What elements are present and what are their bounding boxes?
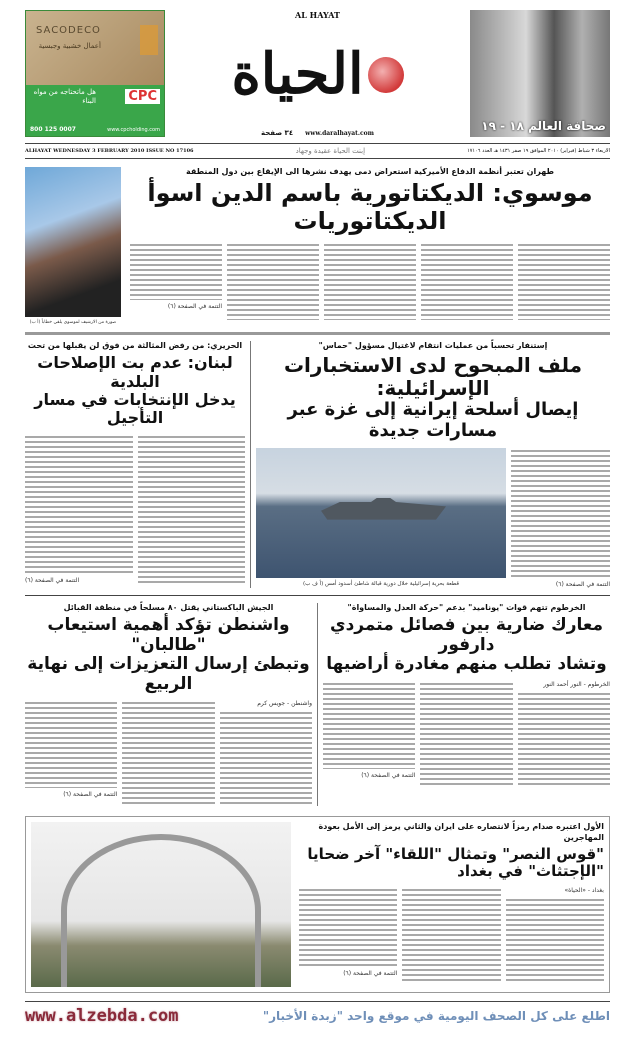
section-divider bbox=[25, 332, 610, 335]
baghdad-kicker: الأول اعتبره صدام رمزاً لانتصاره على ايران والثاني يرمز إلى الأمل بعودة المهاجرين bbox=[318, 822, 604, 842]
promo-photo[interactable] bbox=[470, 10, 610, 137]
continued-link[interactable]: التتمة في الصفحة (٦) bbox=[361, 771, 416, 779]
body-text bbox=[323, 681, 415, 769]
baghdad-headline: "قوس النصر" وتمثال "اللقاء" آخر ضحايا "الإجتثاث" في بغداد bbox=[307, 845, 604, 881]
darfur-kicker: الخرطوم تتهم قوات "يوناميد" بدعم "حركة العدل والمساواة" bbox=[347, 602, 586, 612]
body-text bbox=[299, 887, 397, 967]
ad-phone: 800 125 0007 bbox=[30, 126, 76, 133]
pakistan-kicker: الجيش الباكستاني يقتل ٨٠ مسلحاً في منطقة القبائل bbox=[63, 602, 274, 612]
ad-url: www.cpcholding.com bbox=[107, 127, 160, 133]
darfur-byline: الخرطوم - النور أحمد النور bbox=[543, 680, 610, 688]
divider bbox=[25, 1001, 610, 1002]
body-text bbox=[227, 242, 319, 320]
moussavi-photo[interactable] bbox=[25, 167, 121, 317]
dateline bbox=[25, 144, 610, 158]
logo-latin: AL HAYAT bbox=[295, 10, 340, 20]
israel-headline-2: إيصال أسلحة إيرانية إلى غزة عبر مسارات جديدة bbox=[287, 399, 579, 441]
promo-caption: صحافة العالم ١٨ - ١٩ bbox=[481, 119, 606, 133]
iran-story bbox=[25, 167, 610, 326]
body-text bbox=[506, 897, 604, 982]
logo-arabic: الحياة bbox=[231, 40, 364, 107]
continued-link[interactable]: التتمة في الصفحة (٦) bbox=[555, 580, 610, 588]
globe-icon bbox=[368, 57, 404, 93]
warship-photo[interactable] bbox=[256, 448, 506, 578]
pakistan-headline-1: واشنطن تؤكد أهمية استيعاب "طالبان" bbox=[47, 615, 290, 655]
divider bbox=[25, 158, 610, 159]
pakistan-headline-2: وتبطئ إرسال التعزيزات إلى نهاية الربيع bbox=[27, 654, 310, 694]
body-text bbox=[220, 710, 312, 806]
body-text bbox=[122, 700, 214, 806]
body-text bbox=[518, 691, 610, 787]
website-link[interactable]: www.daralhayat.com bbox=[305, 130, 374, 137]
iran-kicker: طهران تعتبر أنظمة الدفاع الأميركية استعراض دمى يهدف نشرها الى الإيقاع بين دول المنطقة bbox=[185, 167, 555, 176]
body-text bbox=[421, 242, 513, 320]
pakistan-byline: واشنطن - جويس كرم bbox=[257, 700, 312, 708]
victory-arch-photo[interactable] bbox=[31, 822, 291, 987]
advertisement[interactable] bbox=[25, 10, 165, 137]
dateline-motto: إبنت الحياة عقيدة وجهاد bbox=[295, 147, 366, 155]
pakistan-story bbox=[25, 603, 312, 807]
ship-shape bbox=[321, 498, 446, 520]
column-divider bbox=[317, 603, 318, 807]
ad-logo-icon bbox=[140, 25, 158, 55]
body-text bbox=[130, 242, 222, 300]
lebanon-headline-2: يدخل الإنتخابات في مسار التأجيل bbox=[34, 390, 236, 428]
column-divider bbox=[250, 341, 251, 588]
ad-question: هل ماتحتاجه من مواه البناء bbox=[33, 88, 96, 105]
dateline-arabic: الاربعاء ٣ شباط (فبراير) ٢٠١٠ الموافق ١٩ صفر ١٤٣١ هـ العدد ١٧١٠٦ bbox=[467, 148, 610, 154]
lebanon-kicker: الحريري: من رفض المثالثة من فوق لن يقبلها من تحت bbox=[27, 340, 243, 350]
iran-headline: موسوي: الديكتاتورية باسم الدين اسوأ الديكتاتوريات bbox=[147, 179, 593, 235]
lebanon-story bbox=[25, 341, 245, 588]
continued-link[interactable]: التتمة في الصفحة (٦) bbox=[63, 791, 118, 799]
alzebda-url[interactable]: www.alzebda.com bbox=[25, 1006, 179, 1027]
body-text bbox=[518, 242, 610, 320]
israel-kicker: إستنفار تحسباً من عمليات انتقام لاغتيال مسؤول "حماس" bbox=[318, 340, 548, 350]
lebanon-headline-1: لبنان: عدم بت الإصلاحات البلدية bbox=[37, 353, 233, 391]
body-text bbox=[511, 448, 610, 578]
footer-banner bbox=[25, 1006, 610, 1026]
body-text bbox=[402, 887, 500, 982]
body-text bbox=[138, 434, 246, 586]
photo-caption: قطعة بحرية إسرائيلية خلال دورية قبالة شاطئ أسدود أمس (أ ف ب) bbox=[303, 580, 459, 587]
israel-story bbox=[256, 341, 610, 588]
body-text bbox=[25, 434, 133, 574]
darfur-story bbox=[323, 603, 610, 807]
body-text bbox=[324, 242, 416, 320]
darfur-headline-2: وتشاد تطلب منهم مغادرة أراضيها bbox=[326, 654, 607, 675]
baghdad-feature-box bbox=[25, 816, 610, 993]
page-count: ٣٤ صفحة bbox=[261, 129, 294, 137]
dateline-english: ALHAYAT WEDNESDAY 3 FEBRUARY 2010 ISSUE NO 17106 bbox=[25, 148, 194, 154]
body-text bbox=[25, 700, 117, 788]
continued-link[interactable]: التتمة في الصفحة (٦) bbox=[167, 302, 222, 310]
divider bbox=[25, 595, 610, 596]
israel-headline-1: ملف المبحوح لدى الاستخبارات الإسرائيلية: bbox=[283, 353, 583, 401]
body-text bbox=[420, 681, 512, 787]
masthead bbox=[25, 10, 610, 137]
alzebda-banner-text[interactable]: اطلع على كل الصحف اليومية في موقع واحد "زبدة الأخبار" bbox=[262, 1008, 610, 1023]
cpc-logo: CPC bbox=[125, 89, 160, 104]
arch-shape bbox=[61, 834, 261, 987]
baghdad-byline: بغداد - «الحياة» bbox=[564, 886, 604, 894]
darfur-headline-1: معارك ضارية بين فصائل متمردي دارفور bbox=[329, 615, 604, 655]
photo-caption: صورة من الارشيف لموسوي يلقي خطاباً (أ ب) bbox=[29, 320, 117, 325]
ad-brand: SACODECO bbox=[36, 25, 101, 36]
ad-tagline: أعمال خشبية وجبسية bbox=[38, 42, 101, 50]
continued-link[interactable]: التتمة في الصفحة (٦) bbox=[25, 576, 80, 584]
continued-link[interactable]: التتمة في الصفحة (٦) bbox=[343, 969, 398, 977]
logo bbox=[175, 10, 460, 137]
